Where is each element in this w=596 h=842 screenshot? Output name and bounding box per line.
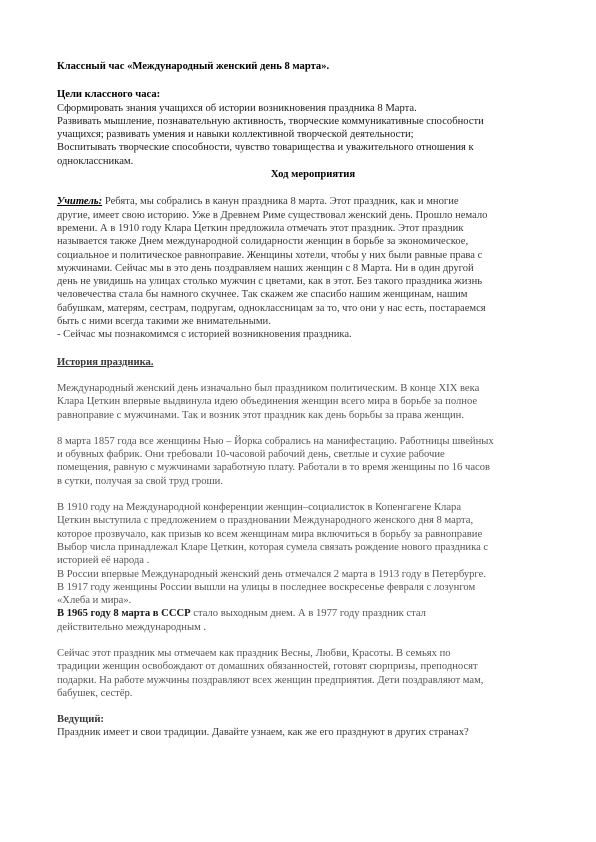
paragraph-line: В России впервые Международный женский день отмечался 2 марта в 1913 году в Петербурге.	[57, 568, 486, 580]
paragraph-line: традиции женщин освобождают от домашних обязанностей, готовят сюрпризы, преподносят	[57, 661, 478, 673]
paragraph-text: стало выходным днем. А в 1977 году праздник стал	[190, 608, 426, 620]
document-title: Классный час «Международный женский день 8 марта».	[57, 61, 330, 72]
teacher-line: мужчинами. Сейчас мы в это день поздравляем наших женщин с 8 Марта. Ни в один другой	[57, 262, 474, 274]
host-text: Праздник имеет и свои традиции. Давайте узнаем, как же его празднуют в других странах?	[57, 727, 469, 739]
teacher-speech	[57, 195, 539, 341]
section-title: Ход мероприятия	[270, 169, 356, 181]
bold-date-phrase: В 1965 году 8 марта в СССР	[57, 608, 191, 620]
goals-line: учащихся; развивать умения и навыки коллективной творческой деятельности;	[57, 129, 414, 141]
paragraph-line: равноправие с мужчинами. Так и возник этот праздник как день борьбы за права женщин.	[57, 409, 464, 421]
teacher-label: Учитель:	[57, 196, 103, 208]
paragraph-line: историей её народа .	[57, 555, 150, 567]
history-paragraph	[57, 501, 539, 634]
modern-paragraph	[57, 647, 539, 700]
teacher-note: - Сейчас мы познакомимся с историей возникновения праздника.	[57, 329, 352, 341]
goals-line: одноклассникам.	[57, 155, 134, 167]
paragraph-line: Международный женский день изначально был праздником политическим. В конце XIX века	[57, 382, 480, 394]
paragraph-line: и обувных фабрик. Они требовали 10-часовой рабочий день, светлые и сухие рабочие	[57, 449, 445, 461]
paragraph-line: Цеткин выступила с предложением о праздновании Международного женского дня 8 марта,	[57, 515, 474, 527]
goals-heading: Цели классного часа:	[57, 89, 161, 101]
teacher-first-line: Ребята, мы собрались в канун праздника 8 марта. Этот праздник, как и многие	[102, 196, 459, 208]
paragraph-line: в сутки, получая за свой труд гроши.	[57, 475, 223, 487]
goals-line: Воспитывать творческие способности, чувство товарищества и уважительного отношения к	[57, 142, 474, 154]
teacher-line: день не увидишь на улицах столько мужчин с цветами, как в этот. Без такого праздника жизнь	[57, 276, 483, 288]
teacher-line: времени. А в 1910 году Клара Цеткин предложила отмечать этот праздник. Этот праздник	[57, 222, 464, 234]
paragraph-line: В 1917 году женщины России вышли на улицы в последнее воскресенье февраля с лозунгом	[57, 581, 476, 593]
goals-section	[57, 88, 539, 168]
teacher-line: называется также Днем международной солидарности женщин в борьбе за экономическое,	[57, 236, 469, 248]
paragraph-line: Сейчас этот праздник мы отмечаем как праздник Весны, Любви, Красоты. В семьях по	[57, 647, 451, 659]
paragraph-line: которое прозвучало, как призыв ко всем женщинам мира включиться в борьбу за равноправие	[57, 528, 483, 540]
paragraph-line: В 1910 году на Международной конференции женщин–социалисток в Копенгагене Клара	[57, 502, 462, 514]
paragraph-line: «Хлеба и мира».	[57, 595, 132, 607]
teacher-line: другие, имеет свою историю. Уже в Древнем Риме существовал женский день. Прошло немало	[57, 209, 488, 221]
paragraph-line: подарки. На работе мужчины поздравляют всех женщин предприятия. Дети поздравляют мам,	[57, 674, 484, 686]
host-heading: Ведущий:	[57, 714, 104, 726]
history-paragraph	[57, 435, 539, 488]
teacher-line: бабушкам, матерям, сестрам, подругам, одноклассницам за то, что они у нас есть, постараемся	[57, 302, 486, 314]
paragraph-line: Клара Цеткин впервые выдвинула идею объединения женщин всего мира в борьбе за полное	[57, 396, 478, 408]
history-title: История праздника.	[57, 356, 154, 368]
goals-line: Развивать мышление, познавательную активность, творческие коммуникативные способности	[57, 115, 484, 127]
paragraph-line: помещения, равную с мужчинами заработную плату. Работали в то время женщины по 16 часов	[57, 462, 491, 474]
paragraph-line: действительно международным .	[57, 621, 207, 633]
teacher-line: социальное и политическое равноправие. Женщины хотели, чтобы у них были равные права с	[57, 249, 483, 261]
teacher-line: быть с ними всегда такими же внимательными.	[57, 316, 271, 328]
goals-line: Сформировать знания учащихся об истории возникновения праздника 8 Марта.	[57, 102, 417, 114]
history-paragraph	[57, 382, 539, 422]
document-page	[57, 60, 539, 740]
teacher-line: человечества стала бы намного скучнее. Так скажем же спасибо нашим женщинам, нашим	[57, 289, 468, 301]
paragraph-line: 8 марта 1857 года все женщины Нью – Йорка собрались на манифестацию. Работницы швейных	[57, 435, 494, 447]
paragraph-line: Выбор числа принадлежал Кларе Цеткин, которая сумела связать рождение нового праздника с	[57, 541, 489, 553]
paragraph-line: бабушек, сестёр.	[57, 687, 133, 699]
